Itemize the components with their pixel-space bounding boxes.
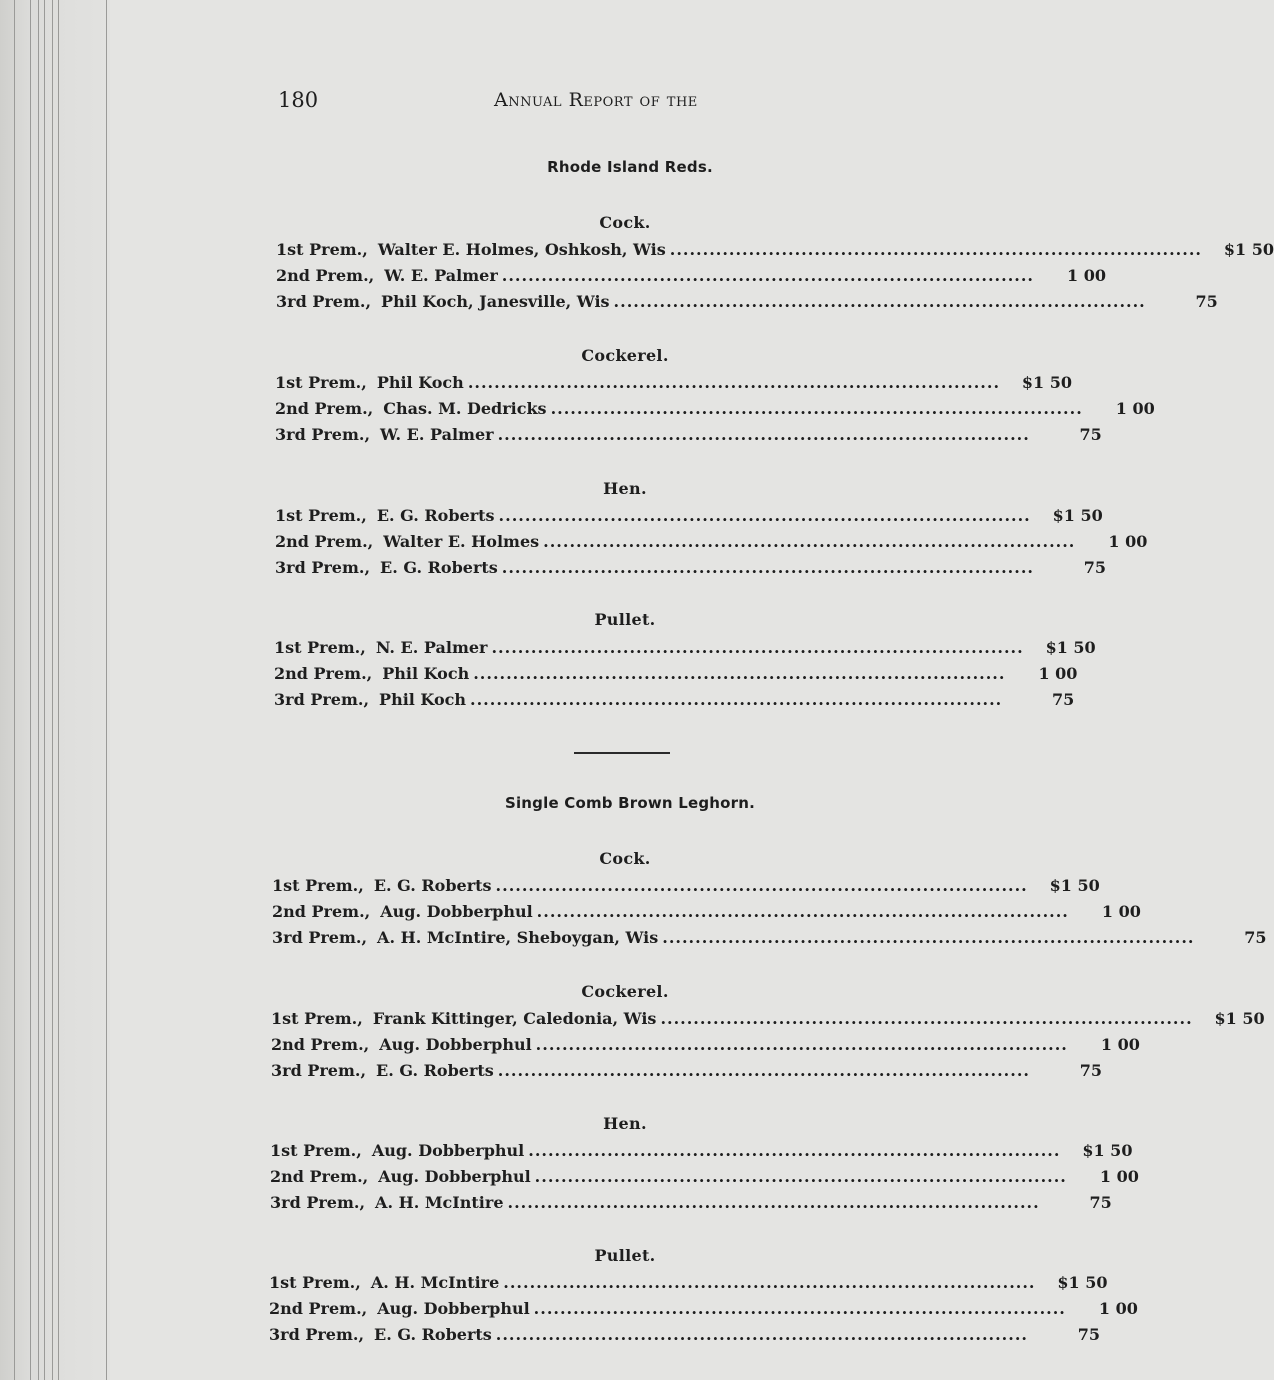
section-divider-rule bbox=[574, 752, 670, 754]
dot-leader: ................................................................................. bbox=[534, 1167, 1067, 1186]
running-head bbox=[278, 88, 768, 114]
award-amount: 75 bbox=[1051, 690, 1075, 709]
award-winner: Phil Koch, Janesville, Wis bbox=[381, 292, 610, 311]
award-entry bbox=[274, 664, 1078, 686]
award-amount: $1 50 bbox=[1052, 506, 1103, 525]
award-place: 2nd Prem., bbox=[272, 902, 371, 921]
award-place: 2nd Prem., bbox=[275, 532, 374, 551]
award-winner: Aug. Dobberphul bbox=[371, 1141, 525, 1160]
award-winner: E. G. Roberts bbox=[374, 1325, 492, 1344]
award-place: 3rd Prem., bbox=[272, 928, 368, 947]
award-amount: 1 00 bbox=[1098, 1299, 1138, 1318]
award-winner: Aug. Dobberphul bbox=[380, 902, 533, 921]
dot-leader: ................................................................................. bbox=[507, 1193, 1040, 1212]
dot-leader: ................................................................................. bbox=[662, 928, 1195, 947]
award-place: 3rd Prem., bbox=[271, 1061, 367, 1080]
award-amount: 1 00 bbox=[1099, 1167, 1139, 1186]
award-amount: 1 00 bbox=[1038, 664, 1078, 683]
award-winner: W. E. Palmer bbox=[384, 266, 498, 285]
award-amount: $1 50 bbox=[1057, 1273, 1108, 1292]
award-place: 3rd Prem., bbox=[270, 1193, 366, 1212]
award-amount: $1 50 bbox=[1223, 240, 1274, 259]
award-amount: 1 00 bbox=[1067, 266, 1106, 285]
award-amount: 1 00 bbox=[1108, 532, 1148, 551]
award-entry bbox=[269, 1325, 1100, 1347]
award-amount: 75 bbox=[1079, 1061, 1102, 1080]
award-winner: Aug. Dobberphul bbox=[377, 1299, 530, 1318]
award-entry bbox=[275, 532, 1148, 554]
class-heading: Hen. bbox=[603, 1114, 647, 1133]
dot-leader: ................................................................................. bbox=[613, 292, 1146, 311]
award-amount: 75 bbox=[1083, 558, 1106, 577]
award-entry bbox=[275, 506, 1103, 528]
award-amount: $1 50 bbox=[1082, 1141, 1133, 1160]
dot-leader: ................................................................................. bbox=[543, 532, 1076, 551]
award-entry bbox=[275, 558, 1106, 580]
award-place: 3rd Prem., bbox=[274, 690, 370, 709]
award-place: 3rd Prem., bbox=[276, 292, 372, 311]
award-entry bbox=[276, 266, 1106, 288]
award-place: 2nd Prem., bbox=[275, 399, 374, 418]
dot-leader: ................................................................................. bbox=[497, 425, 1030, 444]
dot-leader: ................................................................................. bbox=[550, 399, 1083, 418]
award-winner: Walter E. Holmes bbox=[383, 532, 540, 551]
dot-leader: ................................................................................. bbox=[533, 1299, 1066, 1318]
award-place: 1st Prem., bbox=[271, 1009, 363, 1028]
award-winner: A. H. McIntire bbox=[370, 1273, 500, 1292]
award-entry bbox=[274, 638, 1096, 660]
award-amount: 1 00 bbox=[1101, 902, 1141, 921]
award-place: 3rd Prem., bbox=[275, 558, 371, 577]
award-place: 1st Prem., bbox=[274, 638, 366, 657]
award-place: 1st Prem., bbox=[270, 1141, 362, 1160]
award-winner: N. E. Palmer bbox=[375, 638, 488, 657]
class-heading: Pullet. bbox=[594, 610, 656, 629]
award-place: 1st Prem., bbox=[275, 373, 367, 392]
award-amount: 1 00 bbox=[1115, 399, 1155, 418]
award-winner: Phil Koch bbox=[376, 373, 464, 392]
award-entry bbox=[270, 1167, 1139, 1189]
dot-leader: ................................................................................. bbox=[498, 506, 1031, 525]
dot-leader: ................................................................................. bbox=[497, 1061, 1030, 1080]
award-amount: 75 bbox=[1244, 928, 1267, 947]
award-winner: E. G. Roberts bbox=[376, 1061, 494, 1080]
class-heading: Pullet. bbox=[594, 1246, 656, 1265]
award-winner: E. G. Roberts bbox=[380, 558, 498, 577]
dot-leader: ................................................................................. bbox=[503, 1273, 1036, 1292]
award-amount: 75 bbox=[1079, 425, 1102, 444]
award-entry bbox=[272, 928, 1267, 950]
award-amount: 75 bbox=[1195, 292, 1218, 311]
award-entry bbox=[269, 1299, 1138, 1321]
page-number: 180 bbox=[278, 88, 319, 112]
award-place: 1st Prem., bbox=[272, 876, 364, 895]
award-winner: Phil Koch bbox=[382, 664, 470, 683]
award-entry bbox=[271, 1035, 1140, 1057]
award-winner: Chas. M. Dedricks bbox=[383, 399, 547, 418]
class-heading: Cock. bbox=[599, 849, 651, 868]
award-entry bbox=[270, 1141, 1133, 1163]
award-winner: E. G. Roberts bbox=[373, 876, 492, 895]
award-amount: $1 50 bbox=[1021, 373, 1073, 392]
award-entry bbox=[276, 240, 1274, 262]
award-entry bbox=[275, 399, 1155, 421]
dot-leader: ................................................................................. bbox=[473, 664, 1006, 683]
award-place: 2nd Prem., bbox=[274, 664, 373, 683]
award-amount: 75 bbox=[1089, 1193, 1112, 1212]
award-entry bbox=[271, 1061, 1102, 1083]
award-amount: 75 bbox=[1077, 1325, 1100, 1344]
award-place: 2nd Prem., bbox=[276, 266, 375, 285]
dot-leader: ................................................................................. bbox=[495, 1325, 1028, 1344]
award-winner: Aug. Dobberphul bbox=[378, 1167, 531, 1186]
dot-leader: ................................................................................. bbox=[660, 1009, 1193, 1028]
dot-leader: ................................................................................. bbox=[470, 690, 1003, 709]
award-place: 1st Prem., bbox=[276, 240, 368, 259]
award-entry bbox=[270, 1193, 1112, 1215]
section-title: Single Comb Brown Leghorn. bbox=[504, 794, 756, 812]
class-heading: Cockerel. bbox=[581, 346, 669, 365]
award-place: 3rd Prem., bbox=[275, 425, 371, 444]
award-winner: W. E. Palmer bbox=[380, 425, 494, 444]
dot-leader: ................................................................................. bbox=[669, 240, 1202, 259]
class-heading: Cockerel. bbox=[581, 982, 669, 1001]
award-entry bbox=[272, 902, 1141, 924]
award-winner: Aug. Dobberphul bbox=[379, 1035, 532, 1054]
award-entry bbox=[276, 292, 1218, 314]
award-entry bbox=[269, 1273, 1108, 1295]
award-entry bbox=[271, 1009, 1265, 1031]
class-heading: Cock. bbox=[599, 213, 651, 232]
award-winner: A. H. McIntire bbox=[375, 1193, 504, 1212]
award-entry bbox=[272, 876, 1100, 898]
dot-leader: ................................................................................. bbox=[467, 373, 1001, 392]
dot-leader: ................................................................................. bbox=[528, 1141, 1061, 1160]
award-place: 1st Prem., bbox=[269, 1273, 361, 1292]
section-title: Rhode Island Reds. bbox=[547, 158, 713, 176]
award-place: 1st Prem., bbox=[275, 506, 367, 525]
award-place: 2nd Prem., bbox=[271, 1035, 370, 1054]
award-entry bbox=[275, 425, 1102, 447]
award-winner: Frank Kittinger, Caledonia, Wis bbox=[372, 1009, 657, 1028]
award-entry bbox=[275, 373, 1073, 395]
award-winner: Phil Koch bbox=[379, 690, 467, 709]
dot-leader: ................................................................................. bbox=[536, 902, 1069, 921]
award-winner: E. G. Roberts bbox=[376, 506, 495, 525]
award-amount: $1 50 bbox=[1214, 1009, 1265, 1028]
award-amount: $1 50 bbox=[1045, 638, 1096, 657]
dot-leader: ................................................................................. bbox=[501, 266, 1034, 285]
dot-leader: ................................................................................. bbox=[501, 558, 1034, 577]
award-place: 2nd Prem., bbox=[270, 1167, 369, 1186]
dot-leader: ................................................................................. bbox=[491, 638, 1024, 657]
award-winner: A. H. McIntire, Sheboygan, Wis bbox=[377, 928, 659, 947]
award-place: 2nd Prem., bbox=[269, 1299, 368, 1318]
award-entry bbox=[274, 690, 1075, 712]
award-amount: $1 50 bbox=[1049, 876, 1100, 895]
award-winner: Walter E. Holmes, Oshkosh, Wis bbox=[377, 240, 666, 259]
class-heading: Hen. bbox=[603, 479, 647, 498]
dot-leader: ................................................................................. bbox=[495, 876, 1028, 895]
award-amount: 1 00 bbox=[1100, 1035, 1140, 1054]
running-title: Annual Report of the bbox=[494, 89, 698, 111]
award-place: 3rd Prem., bbox=[269, 1325, 365, 1344]
dot-leader: ................................................................................. bbox=[535, 1035, 1068, 1054]
